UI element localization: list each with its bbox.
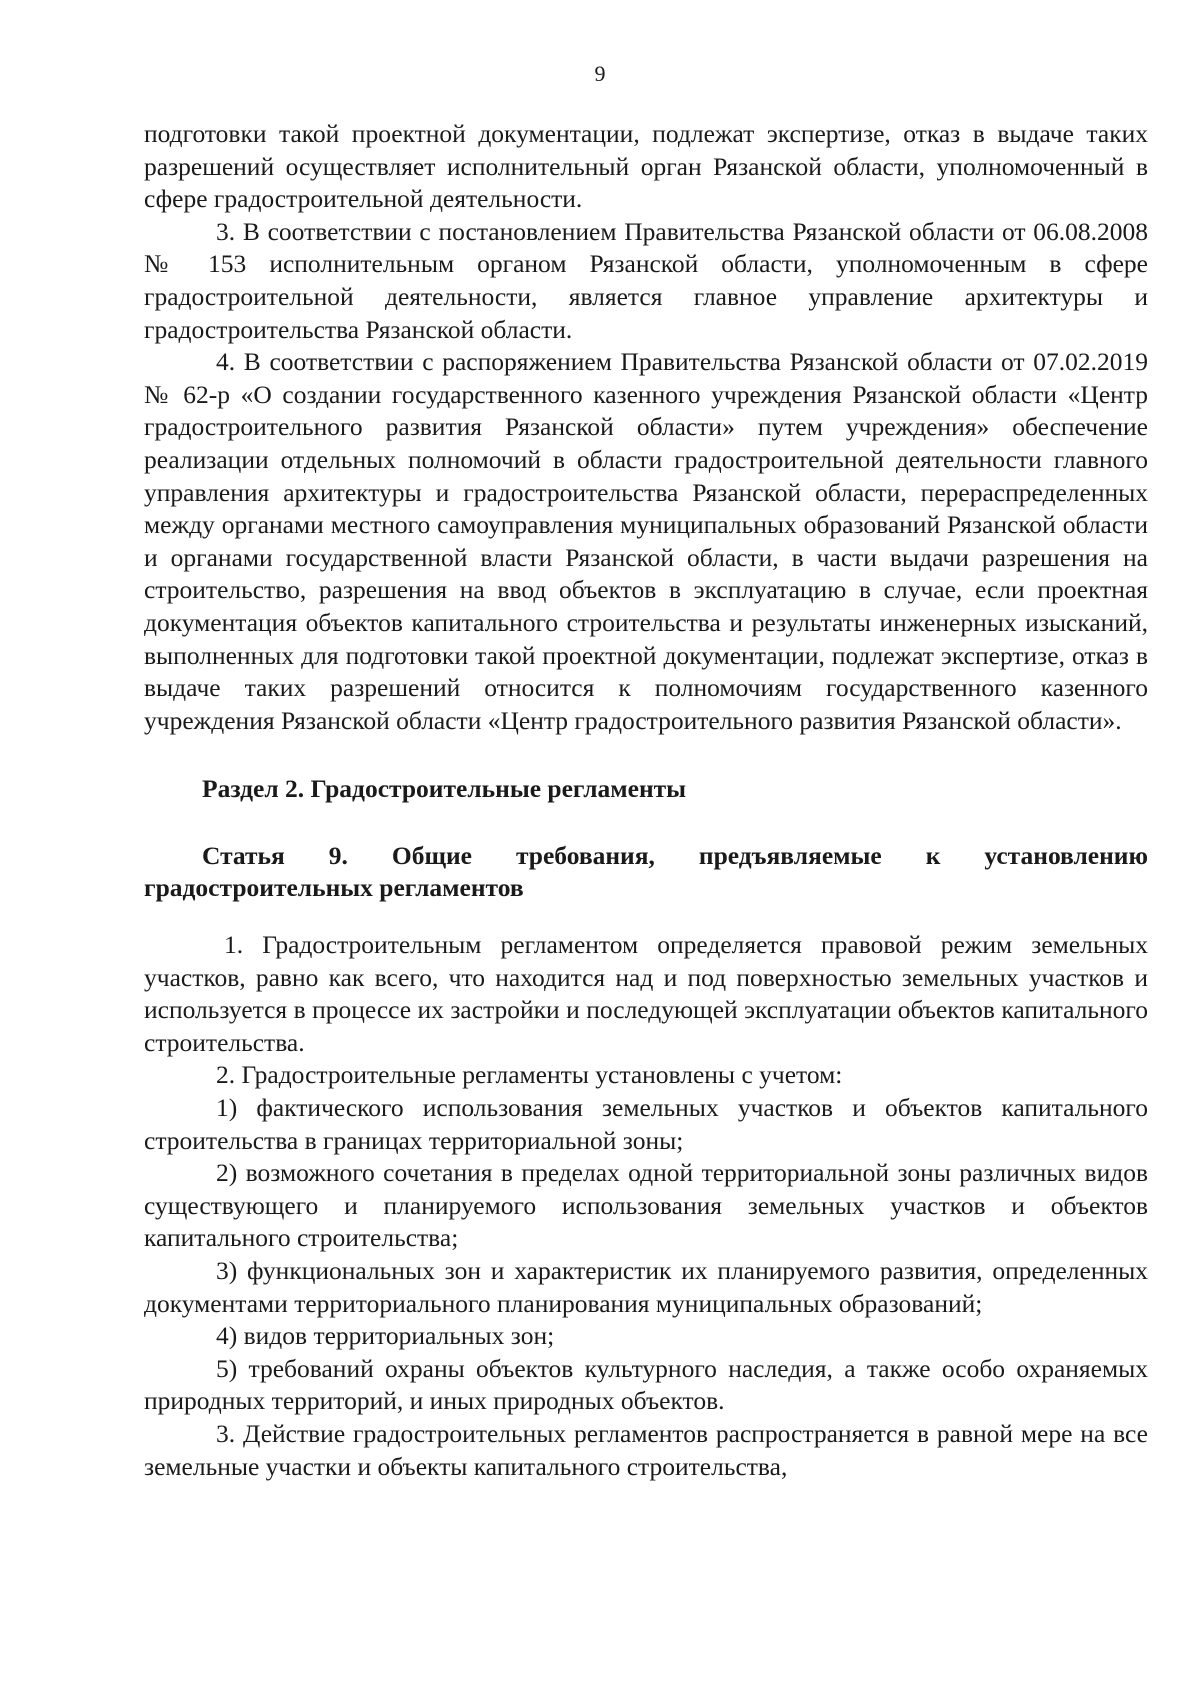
article-paragraph-2: 2. Градостроительные регламенты установлены с учетом: [216,1060,843,1090]
list-item-5: 5) требований охраны объектов культурного наследия, а также особо охраняемых природных территорий, и иных природных объектов. [144,1353,1148,1416]
list-item-3: 3) функциональных зон и характеристик их планируемого развития, определенных документами территориального планирования муниципальных образований; [144,1256,1148,1318]
page-number: 9 [594,61,606,86]
paragraph-item-4: 4. В соответствии с распоряжением Правительства Рязанской области от 07.02.2019 № 62-р «О создании государственного казенного учреждения Рязанской области «Центр градостроительного развития Рязанской области» путем учреждения» обеспечение реализации отдельных полномочий в области градостроительной деятельности главного управления архитектуры и градостроительства Рязанской области, перераспределенных между органами местного самоуправления муниципальных образований Рязанской области и органами государственной власти Рязанской области, в части выдачи разрешения на строительство, разрешения на ввод объектов в эксплуатацию в случае, если проектная документация объектов капитального строительства и результаты инженерных изысканий, выполненных для подготовки такой проектной документации, подлежат экспертизе, отказ в выдаче таких разрешений относится к полномочиям государственного казенного учреждения Рязанской области «Центр градостроительного развития Рязанской области». [144,347,1148,735]
paragraph-continuation: подготовки такой проектной документации, подлежат экспертизе, отказ в выдаче таких разрешений осуществляет исполнительный орган Рязанской области, уполномоченный в сфере градостроительной деятельности. [144,119,1148,214]
paragraph-item-3: 3. В соответствии с постановлением Правительства Рязанской области от 06.08.2008 № 153 исполнительным органом Рязанской области, уполномоченным в сфере градостроительной деятельности, является главное управление архитектуры и градостроительства Рязанской области. [144,216,1148,344]
list-item-4: 4) видов территориальных зон; [216,1321,555,1351]
article-paragraph-1: 1. Градостроительным регламентом определяется правовой режим земельных участков, равно как всего, что находится над и под поверхностью земельных участков и используется в процессе их застройки и последующей эксплуатации объектов капитального строительства. [144,930,1148,1057]
article-paragraph-3: 3. Действие градостроительных регламентов распространяется в равной мере на все земельные участки и объекты капитального строительства, [144,1418,1148,1481]
list-item-2: 2) возможного сочетания в пределах одной территориальной зоны различных видов существующего и планируемого использования земельных участков и объектов капитального строительства; [144,1158,1148,1253]
list-item-1: 1) фактического использования земельных участков и объектов капитального строительства в границах территориальной зоны; [144,1093,1148,1155]
document-body [144,118,1148,1483]
article-title: Статья 9. Общие требования, предъявляемые к установлению градостроительных регламентов [144,840,1148,903]
section-title: Раздел 2. Градостроительные регламенты [202,774,687,804]
